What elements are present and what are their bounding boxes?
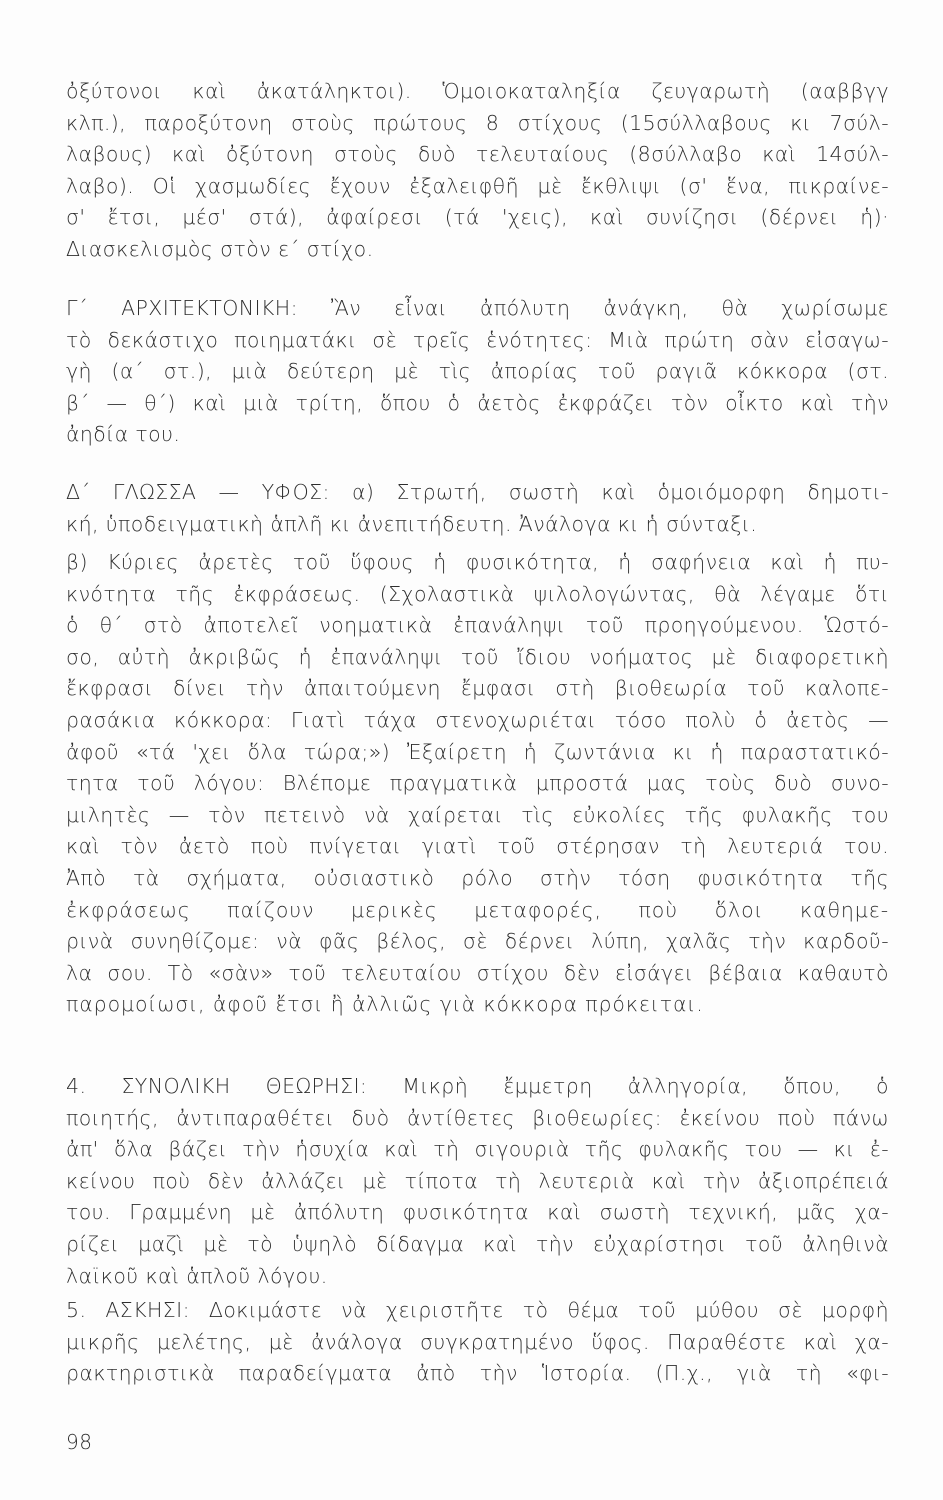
text-line: ἀπ' ὅλα βάζει τὴν ἡσυχία καὶ τὴ σιγουριὰ τῆς φυλακῆς του — κι ἐ- bbox=[66, 1137, 889, 1162]
paragraph-exercise bbox=[66, 1295, 889, 1390]
text-line: ἐκφράσεως παίζουν μερικὲς μεταφορές, ποὺ ὅλοι καθημε- bbox=[66, 897, 889, 922]
text-line: λαβο). Οἱ χασμωδίες ἔχουν ἐξαλειφθῆ μὲ ἔκθλιψι (σ' ἕνα, πικραίνε- bbox=[66, 173, 889, 198]
text-line: ρινὰ συνηθίζομε: νὰ φᾶς βέλος, σὲ δέρνει λύπη, χαλᾶς τὴν καρδοῦ- bbox=[66, 929, 889, 954]
text-line: ρακτηριστικὰ παραδείγματα ἀπὸ τὴν Ἱστορία. (Π.χ., γιὰ τὴ «φι- bbox=[66, 1361, 889, 1386]
text-line: Ἀπὸ τὰ σχήματα, οὐσιαστικὸ ρόλο στὴν τόση φυσικότητα τῆς bbox=[66, 865, 889, 890]
text-line: ρασάκια κόκκορα: Γιατὶ τάχα στενοχωριέται τόσο πολὺ ὁ ἀετὸς — bbox=[66, 707, 889, 732]
text-line: ἔκφρασι δίνει τὴν ἀπαιτούμενη ἔμφασι στὴ βιοθεωρία τοῦ καλοπε- bbox=[66, 676, 889, 701]
text-line: καὶ τὸν ἀετὸ ποὺ πνίγεται γιατὶ τοῦ στέρησαν τὴ λευτεριά του. bbox=[66, 834, 889, 859]
text-line: 4. ΣΥΝΟΛΙΚΗ ΘΕΩΡΗΣΙ: Μικρὴ ἔμμετρη ἀλληγορία, ὅπου, ὁ bbox=[66, 1074, 889, 1098]
paragraph-verse-analysis bbox=[66, 76, 889, 266]
text-line: ρίζει μαζὶ μὲ τὸ ὑψηλὸ δίδαγμα καὶ τὴν εὐχαρίστησι τοῦ ἀληθινὰ bbox=[66, 1231, 889, 1256]
text-line: τὸ δεκάστιχο ποιηματάκι σὲ τρεῖς ἑνότητες: Μιὰ πρώτη σὰν εἰσαγω- bbox=[66, 327, 889, 352]
page-number: 98 bbox=[66, 1430, 93, 1454]
paragraph-architecture bbox=[66, 293, 889, 451]
text-line: ἀφοῦ «τά 'χει ὅλα τώρα;») Ἐξαίρετη ἡ ζωντάνια κι ἡ παραστατικό- bbox=[66, 739, 889, 764]
text-line: μικρῆς μελέτης, μὲ ἀνάλογα συγκρατημένο ὕφος. Παραθέστε καὶ χα- bbox=[66, 1329, 889, 1354]
paragraph-language-style-b bbox=[66, 547, 889, 1021]
text-line: ὁ θ΄ στὸ ἀποτελεῖ νοηματικὰ ἐπανάληψι τοῦ προηγούμενου. Ὡστό- bbox=[66, 613, 889, 638]
text-line: σ' ἔτσι, μέσ' στά), ἀφαίρεσι (τά 'χεις), καὶ συνίζησι (δέρνει ἡ)· bbox=[66, 205, 889, 230]
text-line: σο, αὐτὴ ἀκριβῶς ἡ ἐπανάληψι τοῦ ἴδιου νοήματος μὲ διαφορετικὴ bbox=[66, 644, 889, 669]
paragraph-language-style-a bbox=[66, 477, 889, 540]
text-line: λαϊκοῦ καὶ ἁπλοῦ λόγου. bbox=[66, 1263, 328, 1288]
text-line: κή, ὑποδειγματικὴ ἁπλῆ κι ἀνεπιτήδευτη. Ἀνάλογα κι ἡ σύνταξι. bbox=[66, 511, 758, 536]
text-line: τητα τοῦ λόγου: Βλέπομε πραγματικὰ μπροστά μας τοὺς δυὸ συνο- bbox=[66, 771, 889, 796]
text-line: β) Κύριες ἀρετὲς τοῦ ὕφους ἡ φυσικότητα, ἡ σαφήνεια καὶ ἡ πυ- bbox=[66, 550, 889, 574]
text-line: β΄ — θ΄) καὶ μιὰ τρίτη, ὅπου ὁ ἀετὸς ἐκφράζει τὸν οἶκτο καὶ τὴν bbox=[66, 390, 889, 415]
text-line: μιλητὲς — τὸν πετεινὸ νὰ χαίρεται τὶς εὐκολίες τῆς φυλακῆς του bbox=[66, 802, 889, 827]
text-line: ἀηδία του. bbox=[66, 422, 181, 447]
text-line: Δ΄ ΓΛΩΣΣΑ — ΥΦΟΣ: α) Στρωτή, σωστὴ καὶ ὁμοιόμορφη δημοτι- bbox=[66, 480, 889, 504]
text-line: παρομοίωσι, ἀφοῦ ἔτσι ἢ ἀλλιῶς γιὰ κόκκορα πρόκειται. bbox=[66, 992, 704, 1017]
text-line: κνότητα τῆς ἐκφράσεως. (Σχολαστικὰ ψιλολογώντας, θὰ λέγαμε ὅτι bbox=[66, 581, 889, 606]
text-line: ὀξύτονοι καὶ ἀκατάληκτοι). Ὁμοιοκαταληξία ζευγαρωτὴ (ααββγγ bbox=[66, 79, 889, 103]
text-line: ποιητής, ἀντιπαραθέτει δυὸ ἀντίθετες βιοθεωρίες: ἐκείνου ποὺ πάνω bbox=[66, 1105, 889, 1130]
text-line: Διασκελισμὸς στὸν ε΄ στίχο. bbox=[66, 236, 374, 261]
text-line: 5. ΑΣΚΗΣΙ: Δοκιμάστε νὰ χειριστῆτε τὸ θέμα τοῦ μύθου σὲ μορφὴ bbox=[66, 1298, 889, 1322]
text-line: κλπ.), παροξύτονη στοὺς πρώτους 8 στίχους (15σύλλαβους κι 7σύλ- bbox=[66, 110, 889, 135]
text-line: κείνου ποὺ δὲν ἀλλάζει μὲ τίποτα τὴ λευτεριὰ καὶ τὴν ἀξιοπρέπειά bbox=[66, 1168, 889, 1193]
text-line: Γ΄ ΑΡΧΙΤΕΚΤΟΝΙΚΗ: Ἂν εἶναι ἀπόλυτη ἀνάγκη, θὰ χωρίσωμε bbox=[66, 296, 889, 320]
text-line: λαβους) καὶ ὀξύτονη στοὺς δυὸ τελευταίους (8σύλλαβο καὶ 14σύλ- bbox=[66, 142, 889, 167]
text-line: λα σου. Τὸ «σὰν» τοῦ τελευταίου στίχου δὲν εἰσάγει βέβαια καθαυτὸ bbox=[66, 960, 889, 985]
text-line: γὴ (α΄ στ.), μιὰ δεύτερη μὲ τὶς ἀπορίας τοῦ ραγιᾶ κόκκορα (στ. bbox=[66, 359, 889, 384]
text-line: του. Γραμμένη μὲ ἀπόλυτη φυσικότητα καὶ σωστὴ τεχνική, μᾶς χα- bbox=[66, 1200, 889, 1225]
paragraph-overview bbox=[66, 1071, 889, 1292]
